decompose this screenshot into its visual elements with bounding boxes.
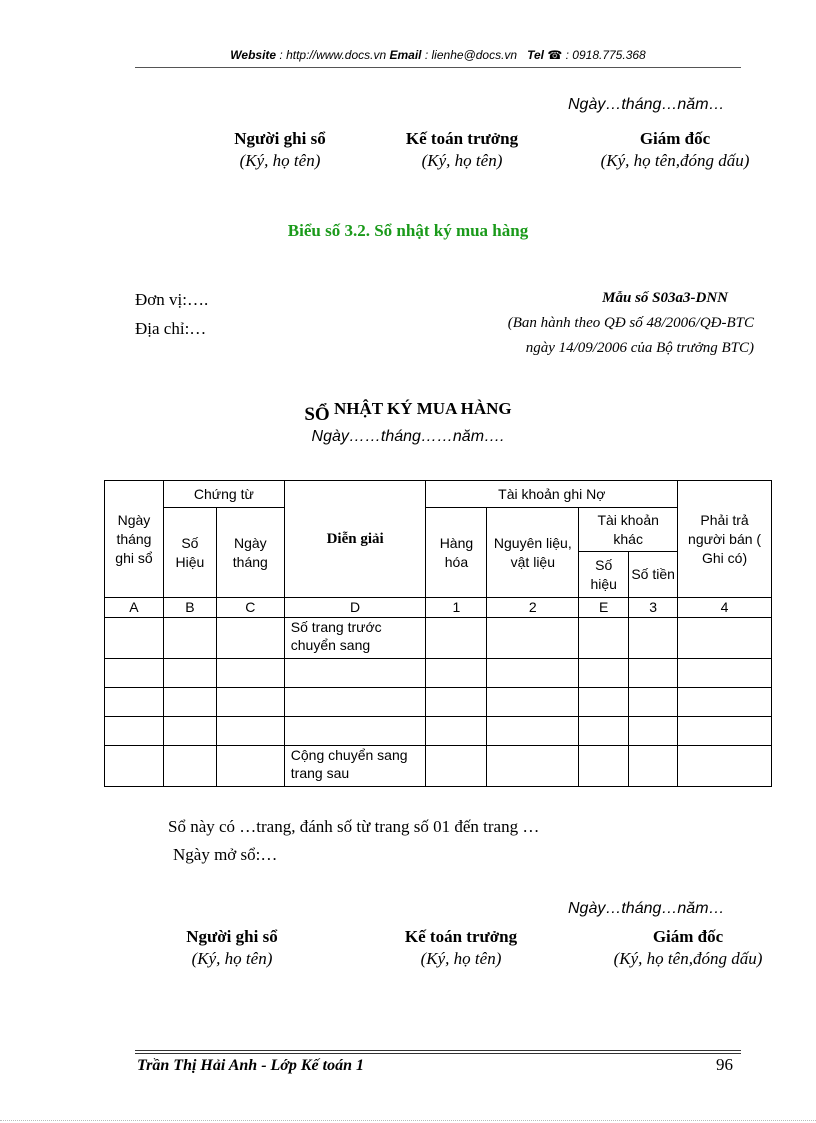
tel-label: Tel: [527, 48, 544, 62]
bottom-signature-date: Ngày…tháng…năm…: [568, 900, 725, 917]
code-cell: E: [579, 598, 629, 618]
header-amount: Số tiền: [629, 552, 678, 598]
code-cell: C: [216, 598, 284, 618]
recorder-role: Người ghi sổ: [234, 129, 326, 148]
footer-divider-top: [135, 1050, 741, 1051]
header-payable: Phải trả người bán ( Ghi có): [678, 481, 772, 598]
code-cell: 4: [678, 598, 772, 618]
table-row: [105, 659, 772, 688]
table-row: [105, 618, 772, 659]
accountant-role: Kế toán trưởng: [404, 927, 518, 946]
unit-address: Địa chỉ:…: [135, 319, 207, 338]
header-account-no: Số hiệu: [579, 552, 629, 598]
bottom-signature-recorder: [142, 927, 322, 969]
code-cell: D: [284, 598, 426, 618]
accountant-role: Kế toán trưởng: [405, 129, 519, 148]
header-materials: Nguyên liệu, vật liệu: [487, 508, 579, 598]
footer-author: Trần Thị Hải Anh - Lớp Kế toán 1: [137, 1057, 364, 1074]
director-role: Giám đốc: [652, 927, 724, 946]
form-decree-line2: ngày 14/09/2006 của Bộ trưởng BTC): [525, 340, 754, 356]
recorder-note: (Ký, họ tên): [239, 151, 321, 170]
top-signature-recorder: [190, 129, 370, 171]
accountant-note: (Ký, họ tên): [421, 151, 503, 170]
page-number: 96: [716, 1055, 733, 1074]
code-cell: 3: [629, 598, 678, 618]
form-code: Mẫu số S03a3-DNN: [602, 290, 728, 306]
form-decree-line1: (Ban hành theo QĐ số 48/2006/QĐ-BTC: [507, 315, 754, 331]
row-carried-forward: Số trang trước chuyển sang: [284, 618, 426, 659]
book-title-rest: NHẬT KÝ MUA HÀNG: [333, 399, 512, 418]
code-cell: 1: [426, 598, 487, 618]
header-debit-group: Tài khoản ghi Nợ: [426, 481, 678, 508]
header-goods: Hàng hóa: [426, 508, 487, 598]
header-voucher-group: Chứng từ: [163, 481, 284, 508]
website-value[interactable]: : http://www.docs.vn: [279, 48, 387, 62]
table-row: [105, 746, 772, 787]
footer-divider-bottom: [135, 1053, 741, 1054]
note-pages: Sổ này có …trang, đánh số từ trang số 01 đến trang …: [168, 817, 540, 836]
top-signature-accountant: [372, 129, 552, 171]
email-value[interactable]: : lienhe@docs.vn: [424, 48, 518, 62]
recorder-role: Người ghi sổ: [186, 927, 278, 946]
page-edge-dotted-line: [0, 1120, 816, 1121]
top-signature-director: [570, 129, 780, 171]
row-carried-next: Cộng chuyển sang trang sau: [284, 746, 426, 787]
header-date-recorded: Ngày tháng ghi sổ: [105, 481, 164, 598]
ledger-table: [104, 480, 772, 787]
header-divider: [135, 67, 741, 68]
bottom-signature-director: [583, 927, 793, 969]
bottom-signature-accountant: [366, 927, 556, 969]
header-voucher-date: Ngày tháng: [216, 508, 284, 598]
director-note: (Ký, họ tên,đóng dấu): [600, 151, 750, 170]
note-opened: Ngày mở sổ:…: [173, 845, 278, 864]
page-header: [135, 48, 741, 62]
header-description: Diễn giải: [284, 481, 426, 598]
phone-icon: ☎: [547, 48, 563, 62]
table-row: [105, 688, 772, 717]
top-signature-date: Ngày…tháng…năm…: [568, 96, 725, 113]
code-cell: A: [105, 598, 164, 618]
director-note: (Ký, họ tên,đóng dấu): [613, 949, 763, 968]
website-label: Website: [230, 48, 277, 62]
director-role: Giám đốc: [639, 129, 711, 148]
recorder-note: (Ký, họ tên): [191, 949, 273, 968]
section-title: Biểu số 3.2. Sổ nhật ký mua hàng: [287, 221, 529, 240]
tel-value: : 0918.775.368: [565, 48, 646, 62]
unit-name: Đơn vị:….: [135, 290, 209, 309]
book-date: Ngày……tháng……năm….: [311, 428, 505, 445]
table-row: [105, 717, 772, 746]
book-title-prefix: SỔ: [304, 404, 330, 425]
header-other-accounts: Tài khoản khác: [579, 508, 678, 552]
book-title: [0, 398, 816, 425]
code-cell: 2: [487, 598, 579, 618]
code-cell: B: [163, 598, 216, 618]
header-voucher-no: Số Hiệu: [163, 508, 216, 598]
accountant-note: (Ký, họ tên): [420, 949, 502, 968]
email-label: Email: [389, 48, 422, 62]
